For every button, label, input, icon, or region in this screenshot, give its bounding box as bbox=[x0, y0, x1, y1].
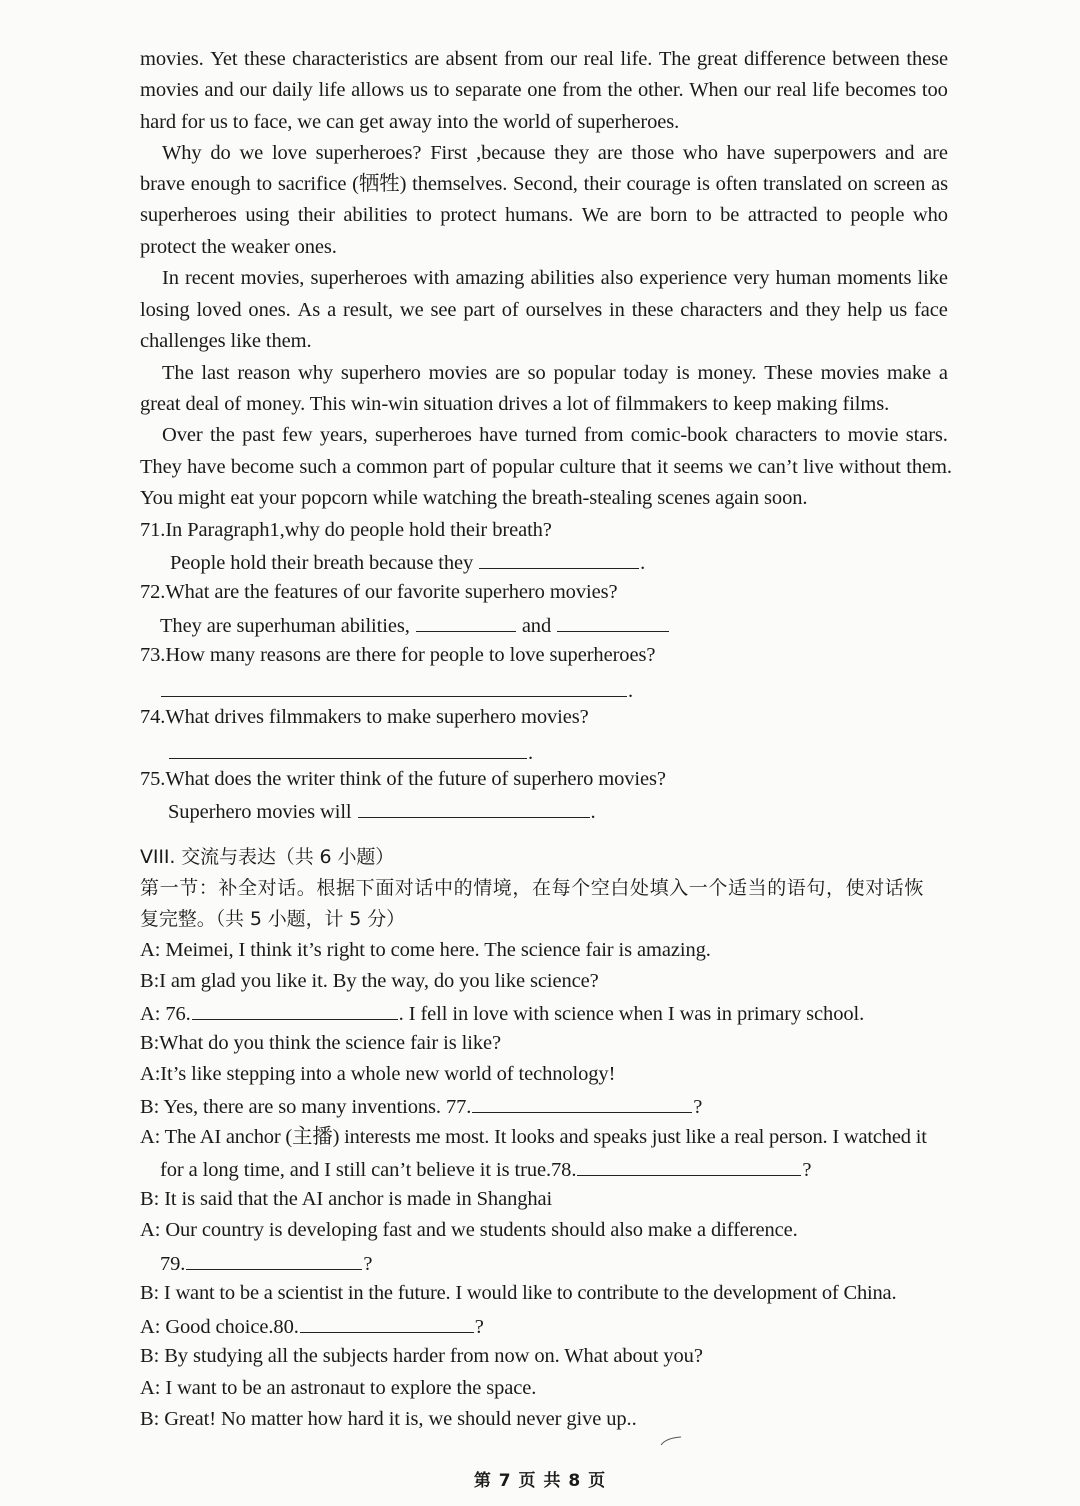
word: As bbox=[297, 299, 321, 321]
word: using bbox=[245, 204, 290, 226]
passage-line: great deal of money. This win-win situation drives a lot of filmmakers to keep making films. bbox=[140, 393, 890, 415]
word: have bbox=[479, 424, 518, 446]
word: These bbox=[764, 362, 813, 384]
dialogue-line bbox=[160, 1153, 811, 1186]
word: life bbox=[812, 79, 840, 101]
dialogue-line: B: Great! No matter how hard it is, we should never give up.. bbox=[140, 1408, 637, 1430]
word: stars. bbox=[905, 424, 948, 446]
word: life bbox=[318, 79, 346, 101]
word: and bbox=[769, 299, 799, 321]
word: from bbox=[562, 79, 602, 101]
word: themselves. bbox=[412, 173, 508, 195]
word: movies bbox=[140, 79, 199, 101]
word: separate bbox=[455, 79, 522, 101]
word: help bbox=[847, 299, 883, 321]
passage-line: You might eat your popcorn while watching the breath-stealing scenes again soon. bbox=[140, 487, 808, 509]
passage-line: protect the weaker ones. bbox=[140, 236, 337, 258]
word: (牺牲) bbox=[352, 173, 407, 195]
dialogue-line bbox=[140, 997, 864, 1030]
word: us bbox=[409, 79, 428, 101]
word: courage bbox=[626, 173, 691, 195]
word: absent bbox=[445, 48, 498, 70]
word: can’t bbox=[757, 456, 798, 478]
word: common bbox=[356, 456, 428, 478]
dialogue-prefix: B: Yes, there are so many inventions. 77. bbox=[140, 1096, 472, 1118]
word: such bbox=[299, 456, 337, 478]
word: make bbox=[887, 362, 932, 384]
word: the bbox=[607, 79, 633, 101]
word: a bbox=[327, 299, 337, 321]
word: attracted bbox=[747, 204, 818, 226]
period: . bbox=[528, 742, 534, 764]
word: few bbox=[282, 424, 313, 446]
word: Yet bbox=[210, 48, 238, 70]
dialogue-line: A: Meimei, I think it’s right to come here. The science fair is amazing. bbox=[140, 939, 711, 961]
word: turned bbox=[524, 424, 577, 446]
word: result, bbox=[342, 299, 393, 321]
word: it bbox=[656, 456, 669, 478]
dialogue-prefix: for a long time, and I still can’t believe it is true.78. bbox=[160, 1159, 577, 1181]
word: live bbox=[803, 456, 834, 478]
word: people bbox=[850, 204, 905, 226]
word: life. bbox=[620, 48, 653, 70]
question-71: 71.In Paragraph1,why do people hold their breath? bbox=[140, 519, 552, 541]
word: real bbox=[776, 79, 807, 101]
word: movies bbox=[428, 362, 488, 384]
word: characteristics bbox=[292, 48, 408, 70]
word: is bbox=[696, 173, 710, 195]
section-instructions: 复完整。（共 5 小题，计 5 分） bbox=[140, 908, 406, 930]
word: moments bbox=[836, 267, 912, 289]
word: very bbox=[733, 267, 770, 289]
passage-line: hard for us to face, we can get away into the world of superheroes. bbox=[140, 111, 680, 133]
word: recent bbox=[185, 267, 235, 289]
dialogue-line: A:It’s like stepping into a whole new world of technology! bbox=[140, 1063, 616, 1085]
word: have bbox=[187, 456, 226, 478]
word: do bbox=[210, 142, 231, 164]
dialogue-line: B:What do you think the science fair is like? bbox=[140, 1032, 501, 1054]
word: superheroes? bbox=[315, 142, 422, 164]
word: sacrifice bbox=[277, 173, 347, 195]
period: . bbox=[640, 552, 646, 574]
word: to bbox=[824, 424, 841, 446]
word: We bbox=[581, 204, 609, 226]
word: popular bbox=[553, 362, 616, 384]
answer-75 bbox=[168, 795, 596, 828]
dialogue-suffix: ? bbox=[474, 1316, 484, 1338]
answer-75-blank[interactable] bbox=[358, 795, 590, 818]
word: born bbox=[650, 204, 688, 226]
word: between bbox=[832, 48, 900, 70]
word: protect bbox=[440, 204, 497, 226]
passage-line bbox=[140, 44, 948, 75]
word: When bbox=[689, 79, 738, 101]
word: is bbox=[676, 362, 690, 384]
word: movies, bbox=[240, 267, 305, 289]
word: culture bbox=[559, 456, 616, 478]
word: to bbox=[695, 204, 712, 226]
word: movies bbox=[820, 362, 880, 384]
answer-71-blank[interactable] bbox=[479, 546, 639, 569]
word: as bbox=[931, 173, 948, 195]
page-number: 第 7 页 共 8 页 bbox=[473, 1471, 607, 1491]
word: also bbox=[600, 267, 634, 289]
word: those bbox=[631, 142, 675, 164]
word: in bbox=[609, 299, 625, 321]
dialogue-line: A: I want to be an astronaut to explore the space. bbox=[140, 1377, 537, 1399]
answer-72-blank-2[interactable] bbox=[557, 609, 669, 632]
question-75: 75.What does the writer think of the future of superhero movies? bbox=[140, 768, 666, 790]
word: often bbox=[715, 173, 758, 195]
word: daily bbox=[272, 79, 313, 101]
passage-line bbox=[162, 420, 948, 451]
word: superheroes bbox=[374, 424, 472, 446]
dialogue-line: B:I am glad you like it. By the way, do you like science? bbox=[140, 970, 599, 992]
dialogue-line bbox=[160, 1247, 372, 1280]
word: part bbox=[463, 299, 495, 321]
word: a bbox=[938, 362, 948, 384]
question-72: 72.What are the features of our favorite superhero movies? bbox=[140, 581, 618, 603]
word: of bbox=[469, 456, 487, 478]
word: from bbox=[503, 48, 544, 70]
word: becomes bbox=[845, 79, 917, 101]
dialogue-blank-80[interactable] bbox=[300, 1310, 474, 1333]
word: other. bbox=[637, 79, 684, 101]
word: their bbox=[583, 173, 621, 195]
question-74: 74.What drives filmmakers to make superhero movies? bbox=[140, 706, 589, 728]
word: and bbox=[204, 79, 234, 101]
section-heading: VIII. 交流与表达（共 6 小题） bbox=[140, 846, 395, 868]
word: First bbox=[430, 142, 468, 164]
word: Second, bbox=[513, 173, 578, 195]
word: allows bbox=[351, 79, 405, 101]
word: we bbox=[239, 142, 264, 164]
word: are bbox=[597, 142, 623, 164]
passage-line bbox=[140, 75, 948, 106]
word: characters bbox=[680, 299, 763, 321]
word: on bbox=[847, 173, 868, 195]
word: who bbox=[912, 204, 948, 226]
word: superhero bbox=[340, 362, 421, 384]
dialogue-suffix: ? bbox=[693, 1096, 703, 1118]
word: the bbox=[209, 424, 235, 446]
word: years, bbox=[319, 424, 368, 446]
word: them. bbox=[906, 456, 952, 478]
word: enough bbox=[190, 173, 251, 195]
word: from bbox=[583, 424, 624, 446]
word: that bbox=[621, 456, 652, 478]
word: money. bbox=[697, 362, 757, 384]
answer-72-blank-1[interactable] bbox=[416, 609, 516, 632]
word: amazing bbox=[455, 267, 525, 289]
word: difference bbox=[744, 48, 826, 70]
word: They bbox=[140, 456, 182, 478]
word: with bbox=[413, 267, 450, 289]
word: The bbox=[658, 48, 691, 70]
word: superheroes bbox=[140, 204, 237, 226]
word: of bbox=[501, 299, 519, 321]
dialogue-blank-78[interactable] bbox=[577, 1153, 801, 1176]
word: The bbox=[162, 362, 194, 384]
word: we bbox=[399, 299, 424, 321]
word: and bbox=[885, 142, 915, 164]
question-73: 73.How many reasons are there for people to love superheroes? bbox=[140, 644, 656, 666]
word: like bbox=[917, 267, 948, 289]
dialogue-suffix: . I fell in love with science when I was in primary school. bbox=[398, 1003, 865, 1025]
dialogue-prefix: 79. bbox=[160, 1253, 186, 1275]
dialogue-line: B: I want to be a scientist in the future. I would like to contribute to the development of China. bbox=[140, 1282, 897, 1304]
word: experience bbox=[639, 267, 728, 289]
word: so bbox=[527, 362, 546, 384]
word: seems bbox=[673, 456, 724, 478]
word: are bbox=[616, 204, 642, 226]
dialogue-line: A: Our country is developing fast and we students should also make a difference. bbox=[140, 1219, 798, 1241]
answer-71-stem: People hold their breath because they bbox=[170, 552, 474, 574]
dialogue-blank-77[interactable] bbox=[472, 1090, 692, 1113]
word: to bbox=[826, 204, 842, 226]
word: ones. bbox=[248, 299, 291, 321]
word: movies. bbox=[140, 48, 204, 70]
word: become bbox=[230, 456, 295, 478]
passage-line bbox=[162, 138, 948, 169]
dialogue-line: B: By studying all the subjects harder from now on. What about you? bbox=[140, 1345, 703, 1367]
word: our bbox=[239, 79, 267, 101]
word: too bbox=[921, 79, 948, 101]
answer-75-stem: Superhero movies will bbox=[168, 801, 352, 823]
word: they bbox=[805, 299, 841, 321]
word: translated bbox=[763, 173, 842, 195]
word: ourselves bbox=[525, 299, 603, 321]
word: last bbox=[201, 362, 230, 384]
answer-71 bbox=[170, 546, 645, 579]
word: superheroes bbox=[310, 267, 408, 289]
word: Over bbox=[162, 424, 203, 446]
word: why bbox=[298, 362, 334, 384]
word: who bbox=[682, 142, 718, 164]
word: humans. bbox=[505, 204, 574, 226]
word: love bbox=[271, 142, 307, 164]
word: be bbox=[720, 204, 740, 226]
word: abilities bbox=[343, 204, 408, 226]
word: past bbox=[242, 424, 275, 446]
passage-line bbox=[162, 358, 948, 389]
passage-line bbox=[140, 200, 948, 231]
pen-mark bbox=[660, 1436, 682, 1446]
word: our bbox=[743, 79, 771, 101]
word: Why bbox=[162, 142, 202, 164]
word: these bbox=[906, 48, 948, 70]
dialogue-suffix: ? bbox=[363, 1253, 373, 1275]
word: ,because bbox=[476, 142, 546, 164]
word: abilities bbox=[530, 267, 595, 289]
word: great bbox=[696, 48, 738, 70]
answer-74-blank[interactable] bbox=[169, 736, 527, 759]
word: superpowers bbox=[773, 142, 877, 164]
dialogue-prefix: A: 76. bbox=[140, 1003, 191, 1025]
word: are bbox=[923, 142, 948, 164]
word: real bbox=[583, 48, 614, 70]
word: characters bbox=[735, 424, 818, 446]
word: face bbox=[914, 299, 948, 321]
dialogue-line bbox=[140, 1090, 702, 1123]
answer-72-stem: They are superhuman abilities, bbox=[160, 615, 410, 637]
word: part bbox=[432, 456, 465, 478]
dialogue-line: A: The AI anchor (主播) interests me most. It looks and speaks just like a real person. I watched it bbox=[140, 1126, 927, 1148]
word: brave bbox=[140, 173, 186, 195]
word: our bbox=[549, 48, 577, 70]
word: to bbox=[433, 79, 450, 101]
word: reason bbox=[237, 362, 291, 384]
dialogue-blank-79[interactable] bbox=[186, 1247, 362, 1270]
dialogue-suffix: ? bbox=[802, 1159, 812, 1181]
passage-line bbox=[162, 263, 948, 294]
word: see bbox=[430, 299, 457, 321]
word: are bbox=[414, 48, 440, 70]
answer-72-and: and bbox=[521, 615, 552, 637]
word: these bbox=[243, 48, 286, 70]
word: popular bbox=[492, 456, 555, 478]
word: one bbox=[527, 79, 557, 101]
word: comic-book bbox=[630, 424, 728, 446]
dialogue-prefix: A: Good choice.80. bbox=[140, 1316, 299, 1338]
word: screen bbox=[873, 173, 926, 195]
passage-line: challenges like them. bbox=[140, 330, 312, 352]
passage-line bbox=[140, 295, 948, 326]
dialogue-line: B: It is said that the AI anchor is made in Shanghai bbox=[140, 1188, 553, 1210]
section-instructions: 第一节：补全对话。根据下面对话中的情境，在每个空白处填入一个适当的语句，使对话恢 bbox=[140, 877, 925, 899]
word: losing bbox=[140, 299, 190, 321]
word: we bbox=[728, 456, 753, 478]
word: to bbox=[415, 204, 432, 226]
passage-line bbox=[140, 452, 952, 483]
word: without bbox=[838, 456, 901, 478]
word: loved bbox=[196, 299, 242, 321]
word: movie bbox=[847, 424, 899, 446]
word: are bbox=[495, 362, 520, 384]
word: a bbox=[342, 456, 352, 478]
dialogue-blank-76[interactable] bbox=[192, 997, 398, 1020]
word: In bbox=[162, 267, 179, 289]
word: their bbox=[297, 204, 335, 226]
word: they bbox=[554, 142, 589, 164]
word: have bbox=[726, 142, 765, 164]
answer-73-blank[interactable] bbox=[161, 674, 627, 697]
word: us bbox=[889, 299, 908, 321]
word: to bbox=[256, 173, 273, 195]
period: . bbox=[628, 680, 634, 702]
word: today bbox=[623, 362, 669, 384]
word: these bbox=[631, 299, 674, 321]
dialogue-line bbox=[140, 1310, 484, 1343]
period: . bbox=[590, 801, 596, 823]
passage-line bbox=[140, 169, 948, 200]
answer-72 bbox=[160, 609, 670, 642]
word: human bbox=[775, 267, 831, 289]
